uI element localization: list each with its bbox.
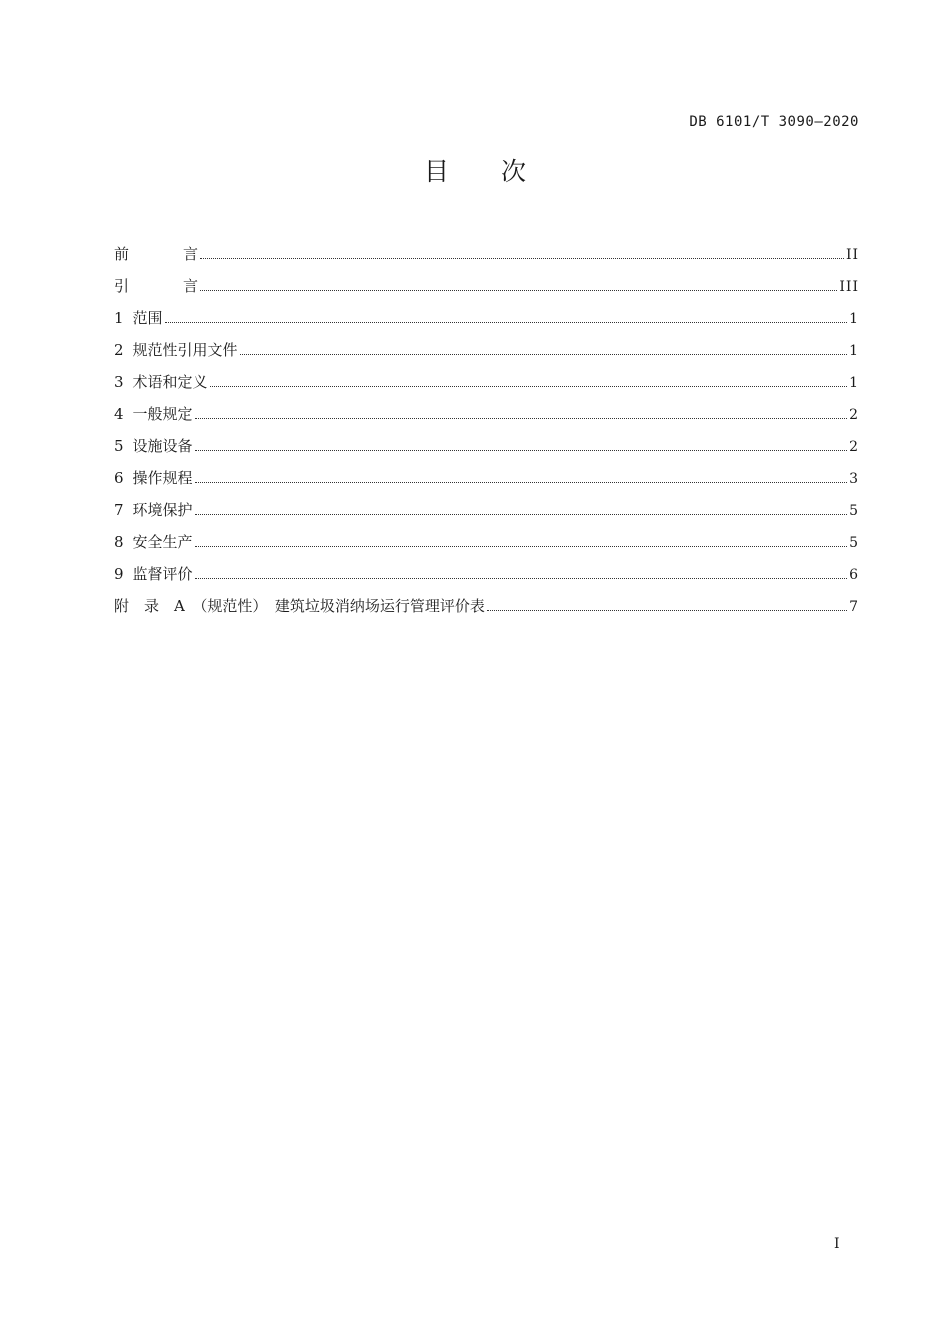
toc-label-char: 言 <box>182 277 198 295</box>
leader-dots <box>165 321 848 323</box>
toc-entry-6[interactable] <box>114 462 859 494</box>
toc-page-number: 6 <box>849 567 859 583</box>
leader-dots <box>200 257 844 259</box>
toc-label-char: 前 <box>114 245 130 263</box>
toc-entry-introduction[interactable] <box>114 270 859 302</box>
page-title <box>0 152 950 188</box>
toc-entry-1[interactable] <box>114 302 859 334</box>
toc-label: 操作规程 <box>132 469 193 487</box>
toc-entry-foreword[interactable] <box>114 238 859 270</box>
leader-dots <box>210 385 848 387</box>
toc-page-number: 5 <box>849 503 859 519</box>
toc-entry-5[interactable] <box>114 430 859 462</box>
toc-page-number: 3 <box>849 471 859 487</box>
toc-entry-2[interactable] <box>114 334 859 366</box>
standard-code: DB 6101/T 3090—2020 <box>689 114 859 130</box>
leader-dots <box>195 481 848 483</box>
toc-entry-8[interactable] <box>114 526 859 558</box>
toc-entry-appendix-a[interactable] <box>114 590 859 622</box>
toc-section-number: 6 <box>114 469 124 487</box>
toc-label: 附 录 A （规范性） 建筑垃圾消纳场运行管理评价表 <box>114 597 485 615</box>
toc-label <box>114 238 198 270</box>
toc-section-number: 4 <box>114 405 124 423</box>
title-char-1: 目 <box>423 157 449 186</box>
toc-page-number: 2 <box>849 439 859 455</box>
toc-section-number: 3 <box>114 373 124 391</box>
toc-label-char: 言 <box>182 245 198 263</box>
toc-entry-4[interactable] <box>114 398 859 430</box>
toc-label <box>114 270 198 302</box>
leader-dots <box>195 577 848 579</box>
leader-dots <box>240 353 848 355</box>
table-of-contents <box>114 238 859 622</box>
toc-section-number: 8 <box>114 533 124 551</box>
leader-dots <box>195 417 848 419</box>
toc-entry-3[interactable] <box>114 366 859 398</box>
toc-label: 设施设备 <box>132 437 193 455</box>
leader-dots <box>195 545 848 547</box>
footer-page-number: I <box>834 1236 840 1252</box>
toc-page-number: 2 <box>849 407 859 423</box>
toc-page-number: 1 <box>849 311 859 327</box>
toc-section-number: 9 <box>114 565 124 583</box>
toc-page-number: III <box>839 279 859 295</box>
toc-label: 安全生产 <box>132 533 193 551</box>
leader-dots <box>487 609 847 611</box>
toc-section-number: 5 <box>114 437 124 455</box>
title-char-2: 次 <box>501 157 527 186</box>
toc-label: 术语和定义 <box>132 373 208 391</box>
toc-label: 环境保护 <box>132 501 193 519</box>
toc-label: 监督评价 <box>132 565 193 583</box>
toc-label: 规范性引用文件 <box>132 341 238 359</box>
toc-page-number: 1 <box>849 375 859 391</box>
toc-entry-9[interactable] <box>114 558 859 590</box>
toc-section-number: 7 <box>114 501 124 519</box>
toc-label-char: 引 <box>114 277 130 295</box>
leader-dots <box>195 449 848 451</box>
toc-section-number: 2 <box>114 341 124 359</box>
toc-page-number: 7 <box>849 599 859 615</box>
toc-label: 范围 <box>132 309 163 327</box>
toc-entry-7[interactable] <box>114 494 859 526</box>
toc-page-number: 5 <box>849 535 859 551</box>
toc-page-number: 1 <box>849 343 859 359</box>
toc-page-number: II <box>845 247 859 263</box>
toc-label: 一般规定 <box>132 405 193 423</box>
leader-dots <box>200 289 837 291</box>
leader-dots <box>195 513 848 515</box>
toc-section-number: 1 <box>114 309 124 327</box>
